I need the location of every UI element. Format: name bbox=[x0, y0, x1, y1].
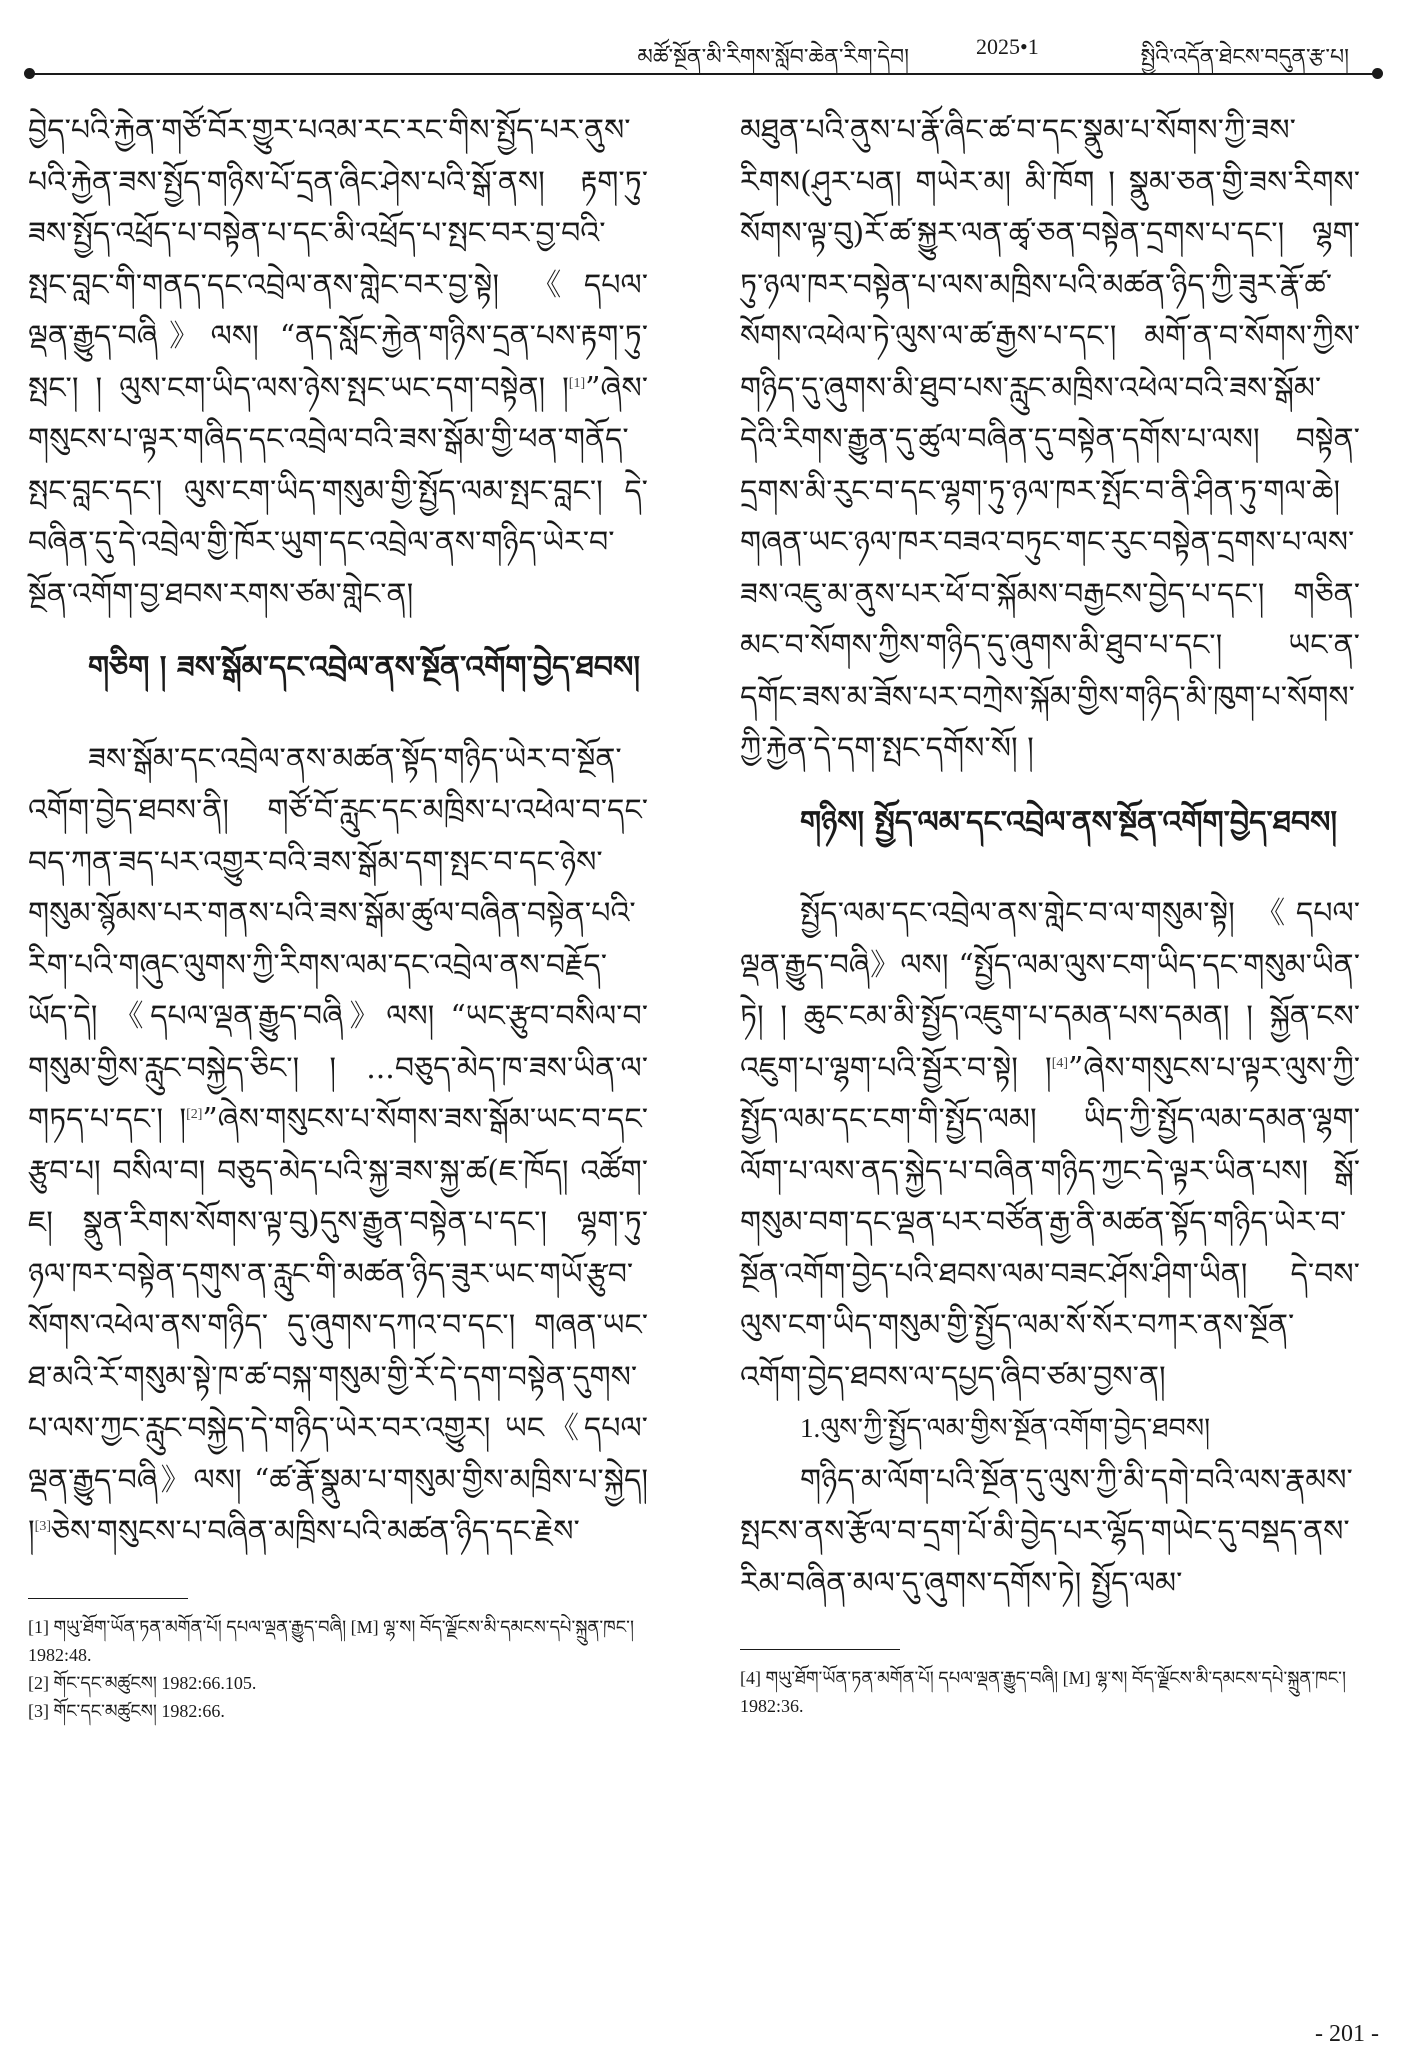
section-heading: གཅིག ། ཟས་སྒོམ་དང་འབྲེལ་ནས་སྔོན་འགོག་བྱེད་ཐབས། bbox=[88, 650, 641, 685]
footnote-ref[interactable]: [1] bbox=[568, 375, 586, 391]
footnote-ref[interactable]: [2] bbox=[186, 1107, 203, 1122]
left-column bbox=[28, 105, 648, 1725]
header-rule bbox=[28, 73, 1379, 75]
issue-title: སྤྱིའི་འདོན་ཐེངས་བདུན་རྩ་པ། bbox=[1140, 45, 1349, 70]
paragraph: མཐུན་པའི་ནུས་པ་རྣོ་ཞིང་ཚ་བ་དང་སྣུམ་པ་སོགས་ཀྱི་ཟས་རིགས(ཤུར་པན། གཡེར་མ། མི་ཁོག ། སྣུམ་ཅན་གྱི་ཟས་རིགས་སོགས་ལྟ་བུ)རོ་ཚ་སྐྱུར་ལན་ཚྭ་ཅན་བསྟེན་དྲགས་པ་དང་། ལྷག་ཏུ་ཉལ་ཁར་བསྟེན་པ་ལས་མཁྲིས་པའི་མཚན་ཉིད་ཀྱི་ཟུར་རྣོ་ཚ་སོགས་འཕེལ་ཏེ་ལུས་ལ་ཚ་རྒྱས་པ་དང་། མགོ་ན་བ་སོགས་ཀྱིས་གཉིད་དུ་ཞུགས་མི་ཐུབ་པས་རླུང་མཁྲིས་འཕེལ་བའི་ཟས་སྒོམ་དེའི་རིགས་རྒྱུན་དུ་ཚུལ་བཞིན་དུ་བསྟེན་དགོས་པ་ལས། བསྟེན་དྲགས་མི་རུང་བ་དང་ལྷག་ཏུ་ཉལ་ཁར་སྤོང་བ་ནི་ཤིན་ཏུ་གལ་ཆེ། གཞན་ཡང་ཉལ་ཁར་བཟའ་བཏུང་གང་རུང་བསྟེན་དྲགས་པ་ལས་ཟས་འཇུ་མ་ནུས་པར་ཕོ་བ་སྐོམས་བརྒྱངས་བྱེད་པ་དང་། གཅིན་མང་བ་སོགས་ཀྱིས་གཉིད་དུ་ཞུགས་མི་ཐུབ་པ་དང་། ཡང་ན་དགོང་ཟས་མ་ཟོས་པར་བཀྲེས་སྐོམ་གྱིས་གཉིད་མི་ཁུག་པ་སོགས་ཀྱི་རྐྱེན་དེ་དག་སྤང་དགོས་སོ། ། bbox=[740, 113, 1360, 766]
paragraph: སྤྱོད་ལམ་དང་འབྲེལ་ནས་གླེང་བ་ལ་གསུམ་སྟེ། 《དཔལ་ལྡན་རྒྱུད་བཞི》ལས། “སྤྱོད་ལམ་ལུས་ངག་ཡིད་དང་གསུམ་ཡིན་ཏེ། ། ཆུང་ངམ་མི་སྤྱོད་འཇུག་པ་དམན་པས་དམན། ། སྐྱོན་ངས་འཇུག་པ་ལྷག་པའི་སྦྱོར་བ་སྟེ། །[4]”ཞེས་གསུངས་པ་ལྟར་ལུས་ཀྱི་སྤྱོད་ལམ་དང་ངག་གི་སྤྱོད་ལམ། ཡིད་ཀྱི་སྤྱོད་ལམ་དམན་ལྷག་ལོག་པ་ལས་ནད་སྐྱེད་པ་བཞིན་གཉིད་ཀྱང་དེ་ལྟར་ཡིན་པས། སྒོ་གསུམ་བག་དང་ལྡན་པར་བཙོན་རྒྱ་ནི་མཚན་སྟོད་གཉིད་ཡེར་བ་སྔོན་འགོག་བྱེད་པའི་ཐབས་ལམ་བཟང་ཤོས་ཤིག་ཡིན། དེ་བས་ལུས་ངག་ཡིད་གསུམ་གྱི་སྤྱོད་ལམ་སོ་སོར་བཀར་ནས་སྔོན་འགོག་བྱེད་ཐབས་ལ་དཔྱད་ཞིབ་ཙམ་བྱས་ན། bbox=[740, 896, 1360, 1395]
paragraph: གཉིད་མ་ལོག་པའི་སྔོན་དུ་ལུས་ཀྱི་མི་དགེ་བའི་ལས་རྣམས་སྤངས་ནས་རྩོལ་བ་དྲག་པོ་མི་བྱེད་པར་ལྷོད་གཡེང་དུ་བསྡད་ནས་རིམ་བཞིན་མལ་དུ་ཞུགས་དགོས་ཏེ། སྤྱོད་ལམ་ bbox=[740, 1462, 1353, 1601]
paragraph: བྱེད་པའི་རྐྱེན་གཙོ་བོར་གྱུར་པའམ་རང་རང་གིས་སྤྱོད་པར་ནུས་པའི་རྐྱེན་ཟས་སྤྱོད་གཉིས་པོ་དྲན་ཞིང་ཤེས་པའི་སྒོ་ནས། རྟག་ཏུ་ཟས་སྤྱོད་འཕྲོད་པ་བསྟེན་པ་དང་མི་འཕྲོད་པ་སྤང་བར་བྱ་བའི་སྤང་བླང་གི་གནད་དང་འབྲེལ་ནས་གླེང་བར་བྱ་སྟེ། 《དཔལ་ལྡན་རྒྱུད་བཞི》ལས། “ནད་སློང་རྐྱེན་གཉིས་དྲན་པས་རྟག་ཏུ་སྤང་། ། ལུས་ངག་ཡིད་ལས་ཉེས་སྤང་ཡང་དག་བསྟེན། །[1]”ཞེས་གསུངས་པ་ལྟར་གཞིད་དང་འབྲེལ་བའི་ཟས་སྒོམ་གྱི་ཕན་གནོད་སྤང་བླང་དང་། ལུས་ངག་ཡིད་གསུམ་གྱི་སྤྱོད་ལམ་སྤང་བླང་། དེ་བཞིན་དུ་དེ་འབྲེལ་གྱི་ཁོར་ཡུག་དང་འབྲེལ་ནས་གཉིད་ཡེར་བ་སྔོན་འགོག་བྱ་ཐབས་རགས་ཙམ་གླེང་ན། bbox=[28, 113, 648, 612]
footnote: [3] གོང་དང་མཚུངས། 1982:66. bbox=[28, 1700, 225, 1721]
journal-name: མཚོ་སྔོན་མི་རིགས་སློབ་ཆེན་རིག་དེབ། bbox=[637, 45, 909, 70]
right-column bbox=[740, 105, 1360, 1720]
header-rule-dot-right bbox=[1372, 68, 1383, 79]
footnote: [1] གཡུ་ཐོག་ཡོན་ཏན་མགོན་པོ། དཔལ་ལྡན་རྒྱུད་བཞི། [M] ལྷ་ས། བོད་ལྗོངས་མི་དམངས་དཔེ་སྐྲུན་ཁང་། 1982:48. bbox=[28, 1616, 634, 1665]
header-rule-dot-left bbox=[24, 68, 35, 79]
issue-number: 2025•1 bbox=[976, 34, 1039, 59]
footnote: [2] གོང་དང་མཚུངས། 1982:66.105. bbox=[28, 1672, 257, 1693]
paragraph: ཟས་སྒོམ་དང་འབྲེལ་ནས་མཚན་སྟོད་གཉིད་ཡེར་བ་སྔོན་འགོག་བྱེད་ཐབས་ནི། གཙོ་བོ་རླུང་དང་མཁྲིས་པ་འཕེལ་བ་དང་བད་ཀན་ཟད་པར་འགྱུར་བའི་ཟས་སྒོམ་དག་སྤང་བ་དང་ཉེས་གསུམ་སྙོམས་པར་གནས་པའི་ཟས་སྒོམ་ཚུལ་བཞིན་བསྟེན་པའི་རིག་པའི་གཞུང་ལུགས་ཀྱི་རིགས་ལམ་དང་འབྲེལ་ནས་བརྗོད་ཡོད་དེ། 《དཔལ་ལྡན་རྒྱུད་བཞི》ལས། “ཡང་རྩུབ་བསིལ་བ་གསུམ་གྱིས་རླུང་བསྐྱེད་ཅིང་། ། ...བཅུད་མེད་ཁ་ཟས་ཡིན་ལ་གཏད་པ་དང་། །[2]”ཞེས་གསུངས་པ་སོགས་ཟས་སྒོམ་ཡང་བ་དང་རྩུབ་པ། བསིལ་བ། བཅུད་མེད་པའི་སྐྱ་ཟས་སྐྱ་ཚ(ཇ་ཁོད། འཚོག་ཇ། སྣུན་རིགས་སོགས་ལྟ་བུ)དུས་རྒྱུན་བསྟེན་པ་དང་། ལྷག་ཏུ་ཉལ་ཁར་བསྟེན་དགུས་ན་རླུང་གི་མཚན་ཉིད་ཟུར་ཡང་གཡོ་རྩུབ་སོགས་འཕེལ་ནས་གཉིད་ དུ་ཞུགས་དཀའ་བ་དང་། གཞན་ཡང་ཐ་མའི་རོ་གསུམ་སྟེ་ཁ་ཚ་བསྐ་གསུམ་གྱི་རོ་དེ་དག་བསྟེན་དུགས་པ་ལས་ཀྱང་རླུང་བསྐྱེད་དེ་གཉིད་ཡེར་བར་འགྱུར། ཡང《དཔལ་ལྡན་རྒྱུད་བཞི》ལས། “ཚ་རྣོ་སྣུམ་པ་གསུམ་གྱིས་མཁྲིས་པ་སྐྱེད། །[3]ཅེས་གསུངས་པ་བཞིན་མཁྲིས་པའི་མཚན་ཉིད་དང་རྗེས་ bbox=[28, 741, 648, 1549]
footnote: [4] གཡུ་ཐོག་ཡོན་ཏན་མགོན་པོ། དཔལ་ལྡན་རྒྱུད་བཞི། [M] ལྷ་ས། བོད་ལྗོངས་མི་དམངས་དཔེ་སྐྲུན་ཁང་། 1982:36. bbox=[740, 1668, 1346, 1716]
footnote-rule bbox=[740, 1649, 900, 1650]
footnote-rule bbox=[28, 1598, 188, 1599]
page-number: - 201 - bbox=[1315, 2021, 1379, 2047]
footnote-ref[interactable]: [4] bbox=[1051, 1055, 1069, 1071]
footnote-ref[interactable]: [3] bbox=[34, 1519, 51, 1534]
subsection-heading: 1.ལུས་ཀྱི་སྤྱོད་ལམ་གྱིས་སྔོན་འགོག་བྱེད་ཐབས། bbox=[800, 1413, 1211, 1443]
running-header bbox=[28, 28, 1379, 68]
section-heading: གཉིས། སྤྱོད་ལམ་དང་འབྲེལ་ནས་སྔོན་འགོག་བྱེད་ཐབས། bbox=[800, 804, 1338, 840]
